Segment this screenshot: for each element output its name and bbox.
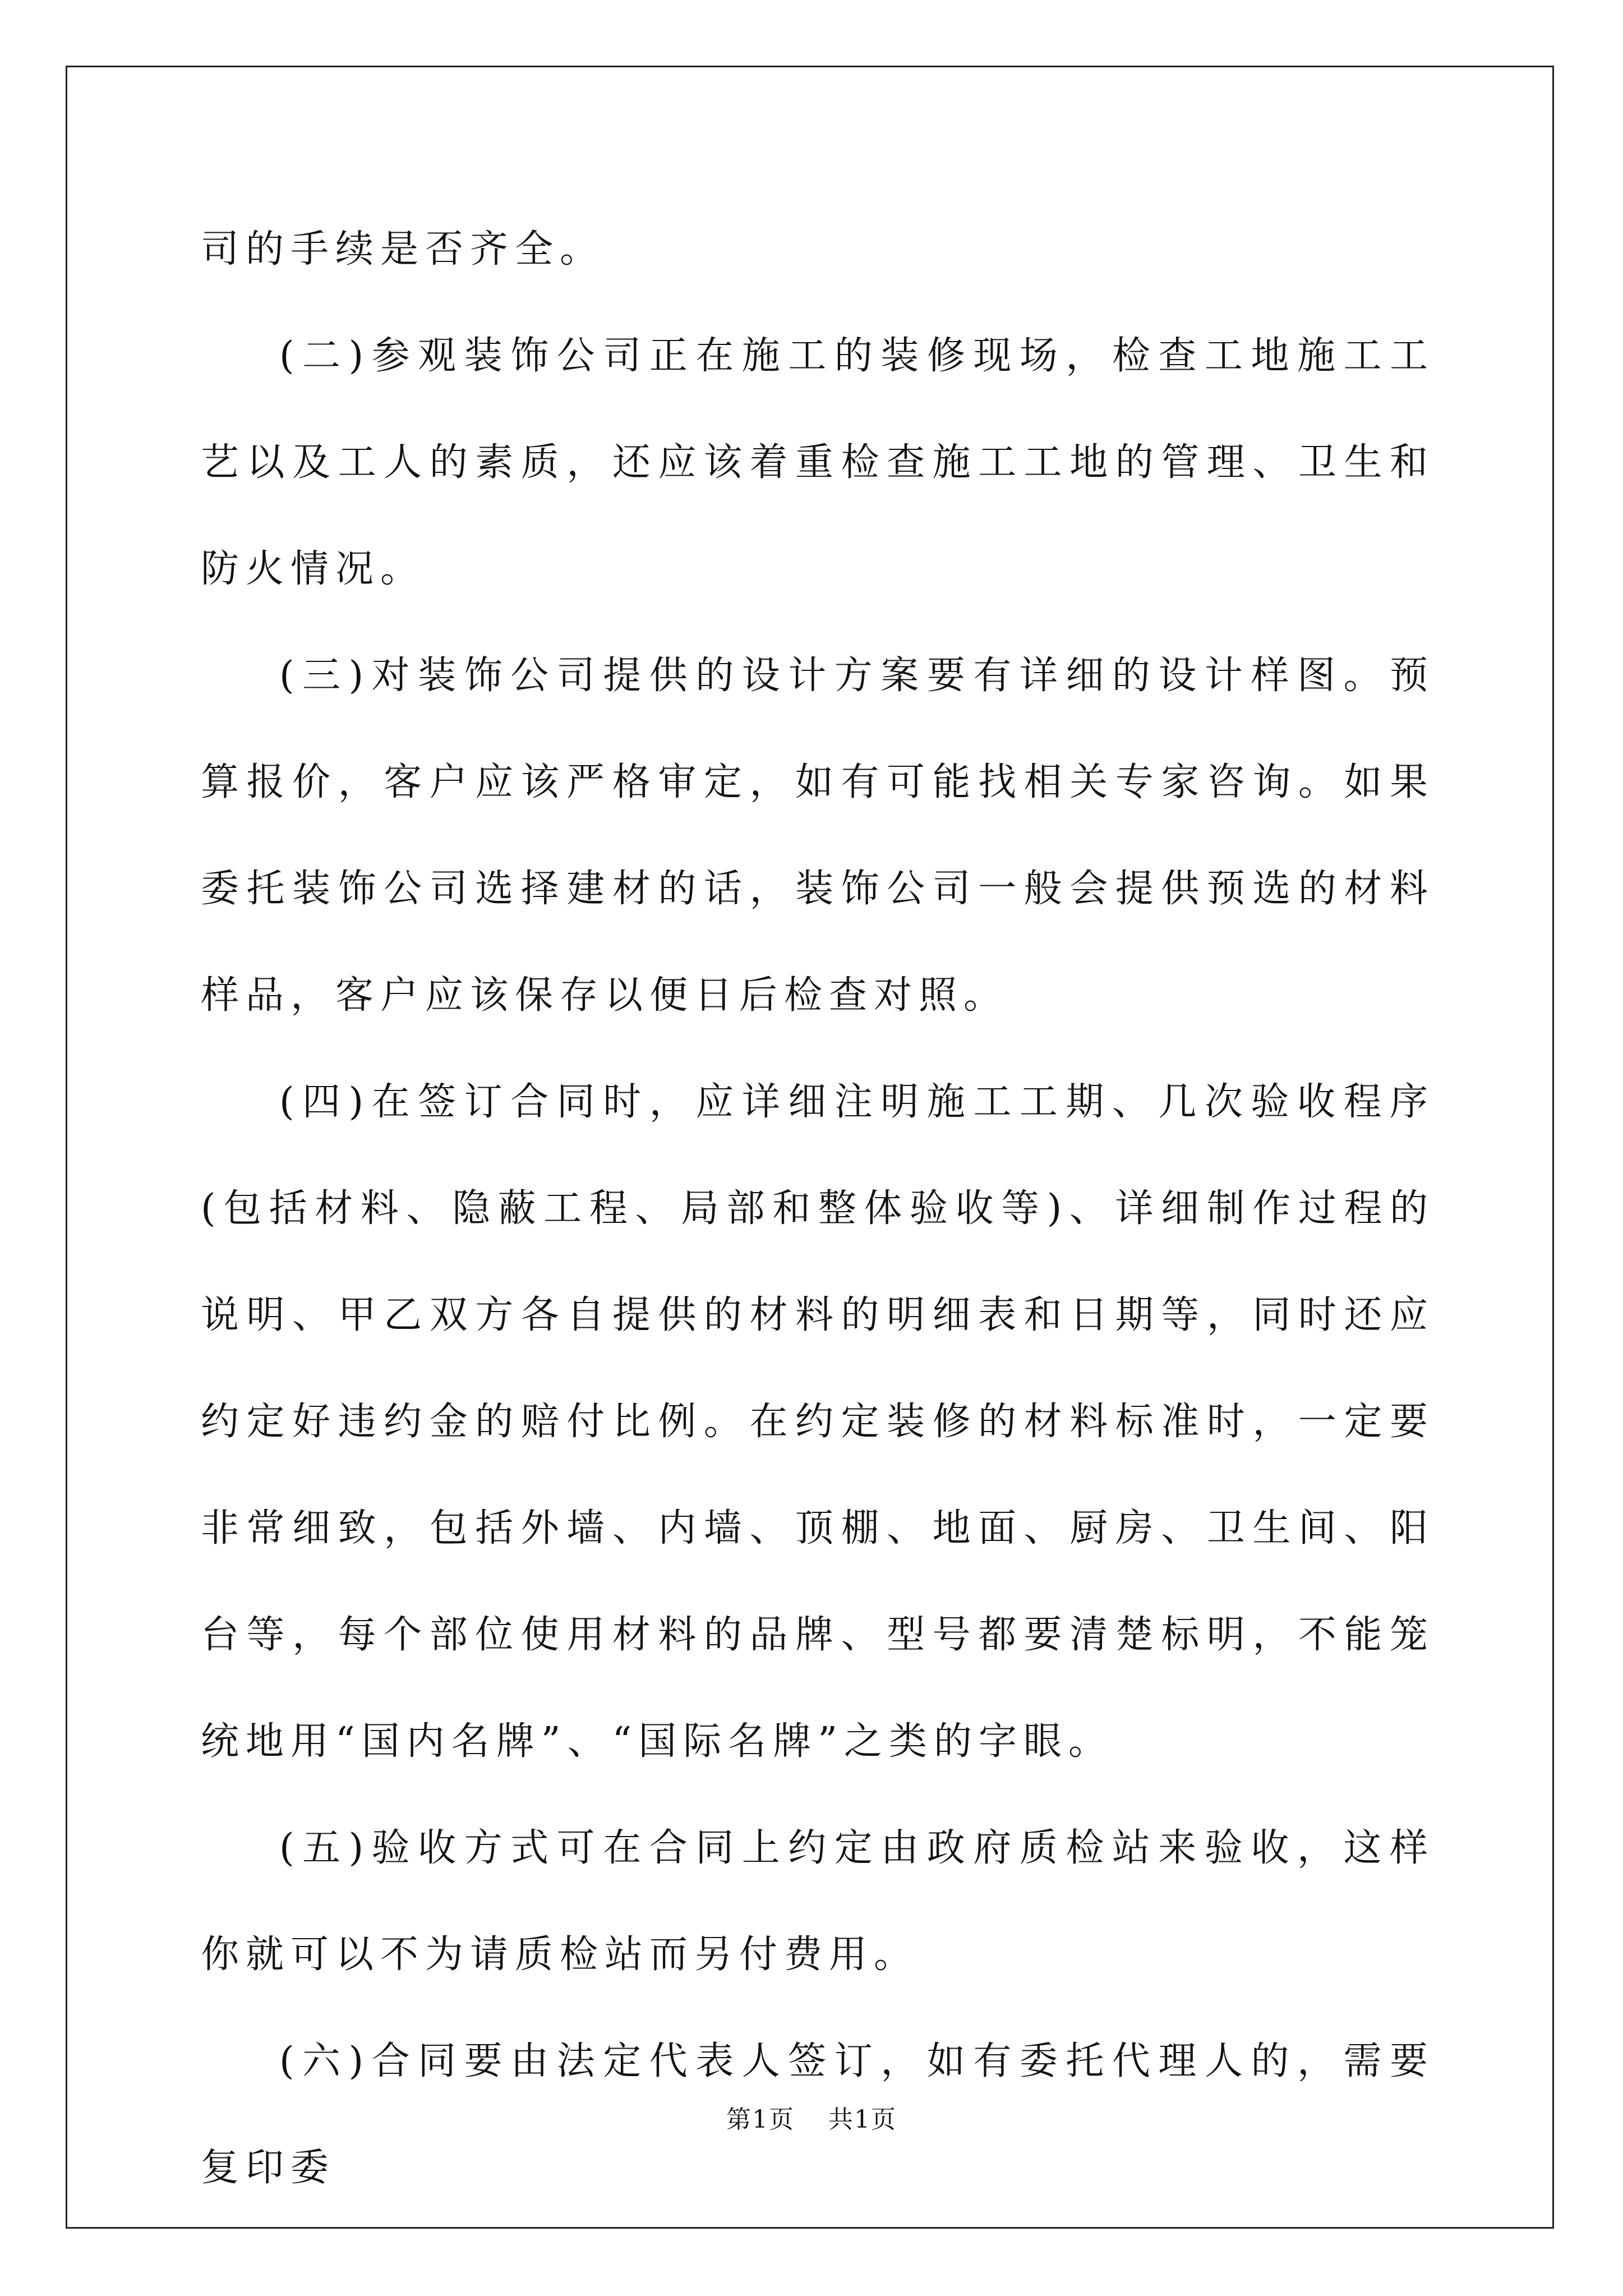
- page-number: 第1页: [726, 2105, 795, 2134]
- page-footer: [0, 2099, 1623, 2135]
- paragraph-item-2: (二)参观装饰公司正在施工的装修现场，检查工地施工工艺以及工人的素质，还应该着重检查施工工地的管理、卫生和防火情况。: [201, 334, 1435, 591]
- paragraph-continuation: 司的手续是否齐全。: [201, 227, 605, 272]
- paragraph-item-6: (六)合同要由法定代表人签订，如有委托代理人的，需要复印委: [201, 2039, 1435, 2190]
- document-body: [201, 196, 1435, 2221]
- paragraph-item-4: (四)在签订合同时，应详细注明施工工期、几次验收程序(包括材料、隐蔽工程、局部和整体验收等)、详细制作过程的说明、甲乙双方各自提供的材料的明细表和日期等，同时还应约定好违约金的赔付比例。在约定装修的材料标准时，一定要非常细致，包括外墙、内墙、顶棚、地面、厨房、卫生间、阳台等，每个部位使用材料的品牌、型号都要清楚标明，不能笼统地用“国内名牌”、“国际名牌”之类的字眼。: [201, 1080, 1435, 1764]
- paragraph-item-3: (三)对装饰公司提供的设计方案要有详细的设计样图。预算报价，客户应该严格审定，如有可能找相关专家咨询。如果委托装饰公司选择建材的话，装饰公司一般会提供预选的材料样品，客户应该保存以便日后检查对照。: [201, 654, 1435, 1018]
- page-total: 共1页: [828, 2105, 897, 2134]
- paragraph-item-5: (五)验收方式可在合同上约定由政府质检站来验收，这样你就可以不为请质检站而另付费用。: [201, 1826, 1435, 1977]
